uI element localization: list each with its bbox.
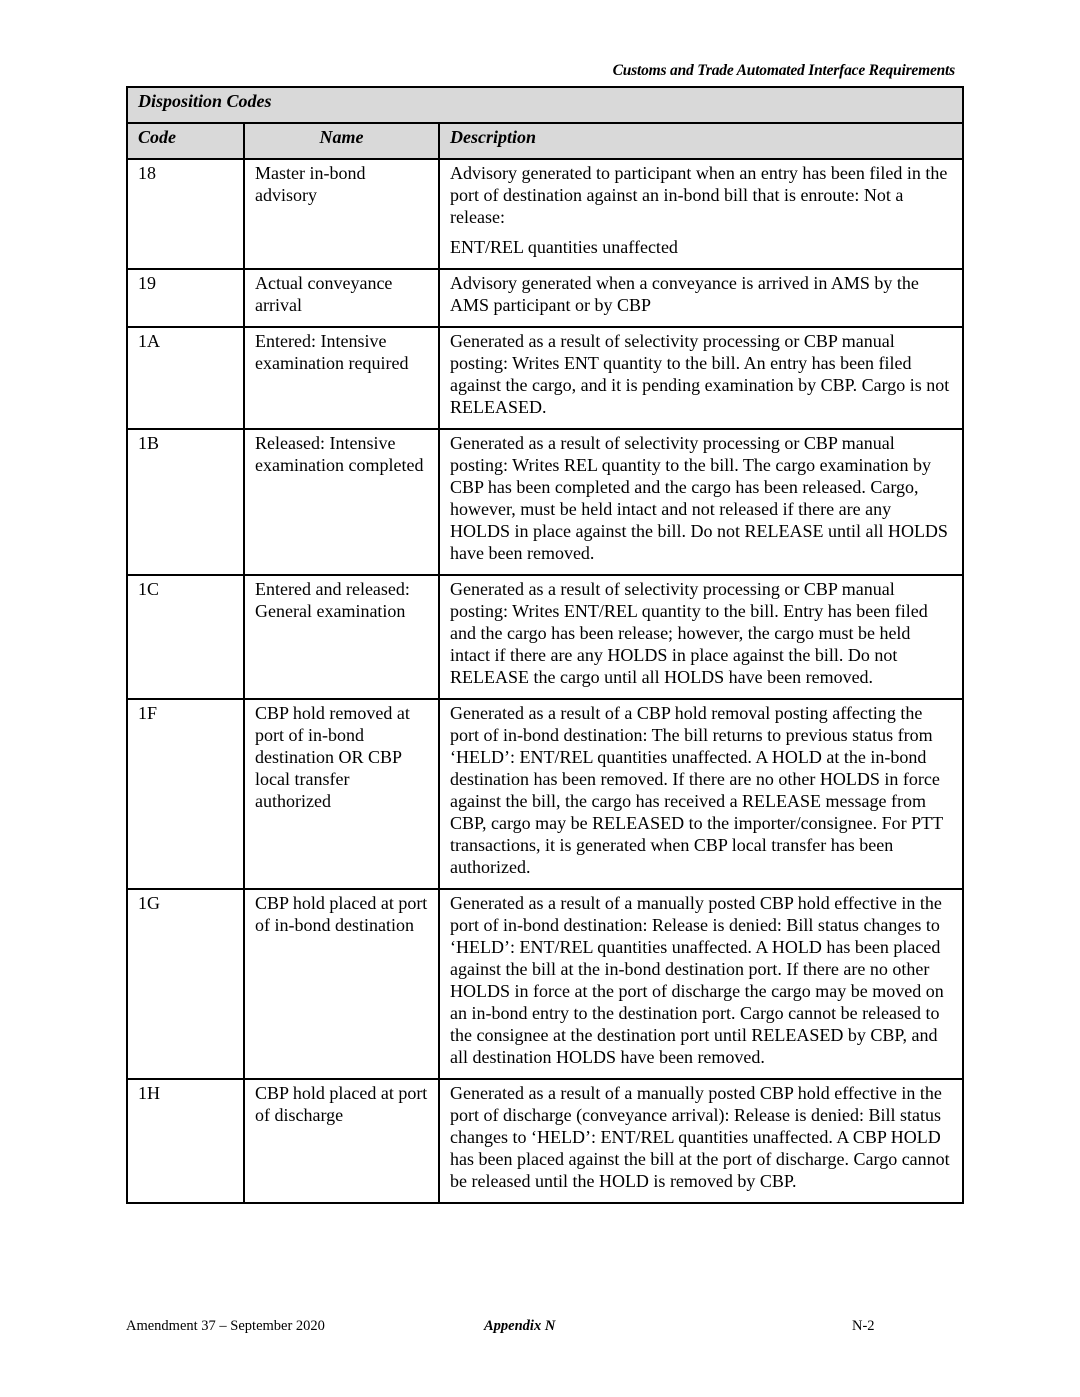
description-cell: Advisory generated when a conveyance is arrived in AMS by the AMS participant or by CBP bbox=[439, 269, 963, 327]
footer-page-number: N-2 bbox=[852, 1318, 875, 1334]
column-header-name: Name bbox=[244, 123, 439, 159]
code-cell: 1F bbox=[127, 699, 244, 889]
table-header-row bbox=[127, 123, 963, 159]
code-cell: 1B bbox=[127, 429, 244, 575]
table-title: Disposition Codes bbox=[127, 87, 963, 123]
description-note: ENT/REL quantities unaffected bbox=[450, 237, 678, 257]
table-row bbox=[127, 699, 963, 889]
description-cell: Generated as a result of selectivity processing or CBP manual posting: Writes REL quantity to the bill. The cargo examination by CBP has been completed and the cargo has been released. Cargo, however, must be held intact and not released if there are any HOLDS in place against the bill. Do not RELEASE until all HOLDS have been removed. bbox=[439, 429, 963, 575]
code-cell: 1G bbox=[127, 889, 244, 1079]
document-header-title: Customs and Trade Automated Interface Requirements bbox=[612, 62, 955, 79]
code-cell: 1C bbox=[127, 575, 244, 699]
code-cell: 18 bbox=[127, 159, 244, 269]
description-cell: Generated as a result of selectivity processing or CBP manual posting: Writes ENT/REL quantity to the bill. Entry has been filed and the cargo has been release; however, the cargo must be held intact if there are any HOLDS in place against the bill. Do not RELEASE the cargo until all HOLDS have been removed. bbox=[439, 575, 963, 699]
name-cell: Actual conveyance arrival bbox=[244, 269, 439, 327]
name-cell: Master in-bond advisory bbox=[244, 159, 439, 269]
description-cell: Generated as a result of a manually posted CBP hold effective in the port of in-bond destination: Release is denied: Bill status changes to ‘HELD’: ENT/REL quantities unaffected. A HOLD has been placed against the bill at the in-bond destination port. If there are no other HOLDS in force at the port of discharge the cargo may be moved on an in-bond entry to the destination port. Cargo cannot be released to the consignee at the destination port until RELEASED by CBP, and all destination HOLDS have been removed. bbox=[439, 889, 963, 1079]
description-cell bbox=[439, 159, 963, 269]
table-row bbox=[127, 159, 963, 269]
column-header-code: Code bbox=[127, 123, 244, 159]
table-row bbox=[127, 269, 963, 327]
table-title-row bbox=[127, 87, 963, 123]
name-cell: CBP hold placed at port of discharge bbox=[244, 1079, 439, 1203]
description-text: Advisory generated to participant when an entry has been filed in the port of destination against an in-bond bill that is enroute: Not a release: bbox=[450, 163, 948, 227]
name-cell: Released: Intensive examination completed bbox=[244, 429, 439, 575]
footer-amendment: Amendment 37 – September 2020 bbox=[126, 1318, 325, 1334]
footer-appendix: Appendix N bbox=[484, 1318, 556, 1334]
column-header-description: Description bbox=[439, 123, 963, 159]
name-cell: Entered and released: General examination bbox=[244, 575, 439, 699]
table-row bbox=[127, 1079, 963, 1203]
description-cell: Generated as a result of a CBP hold removal posting affecting the port of in-bond destination: The bill returns to previous status from ‘HELD’: ENT/REL quantities unaffected. A HOLD at the in-bond destination has been removed. If there are no other HOLDS in force against the bill, the cargo has received a RELEASE message from CBP, cargo may be RELEASED to the importer/consignee. For PTT transactions, it is generated when CBP local transfer has been authorized. bbox=[439, 699, 963, 889]
table-row bbox=[127, 575, 963, 699]
name-cell: CBP hold removed at port of in-bond destination OR CBP local transfer authorized bbox=[244, 699, 439, 889]
code-cell: 1H bbox=[127, 1079, 244, 1203]
disposition-codes-table bbox=[126, 86, 964, 1204]
name-cell: CBP hold placed at port of in-bond destination bbox=[244, 889, 439, 1079]
code-cell: 1A bbox=[127, 327, 244, 429]
description-cell: Generated as a result of selectivity processing or CBP manual posting: Writes ENT quantity to the bill. An entry has been filed against the cargo, and it is pending examination by CBP. Cargo is not RELEASED. bbox=[439, 327, 963, 429]
table-row bbox=[127, 429, 963, 575]
table-row bbox=[127, 889, 963, 1079]
description-cell: Generated as a result of a manually posted CBP hold effective in the port of discharge (conveyance arrival): Release is denied: Bill status changes to ‘HELD’: ENT/REL quantities unaffected. A CBP HOLD has been placed against the bill at the port of discharge. Cargo cannot be released until the HOLD is removed by CBP. bbox=[439, 1079, 963, 1203]
table-row bbox=[127, 327, 963, 429]
code-cell: 19 bbox=[127, 269, 244, 327]
name-cell: Entered: Intensive examination required bbox=[244, 327, 439, 429]
